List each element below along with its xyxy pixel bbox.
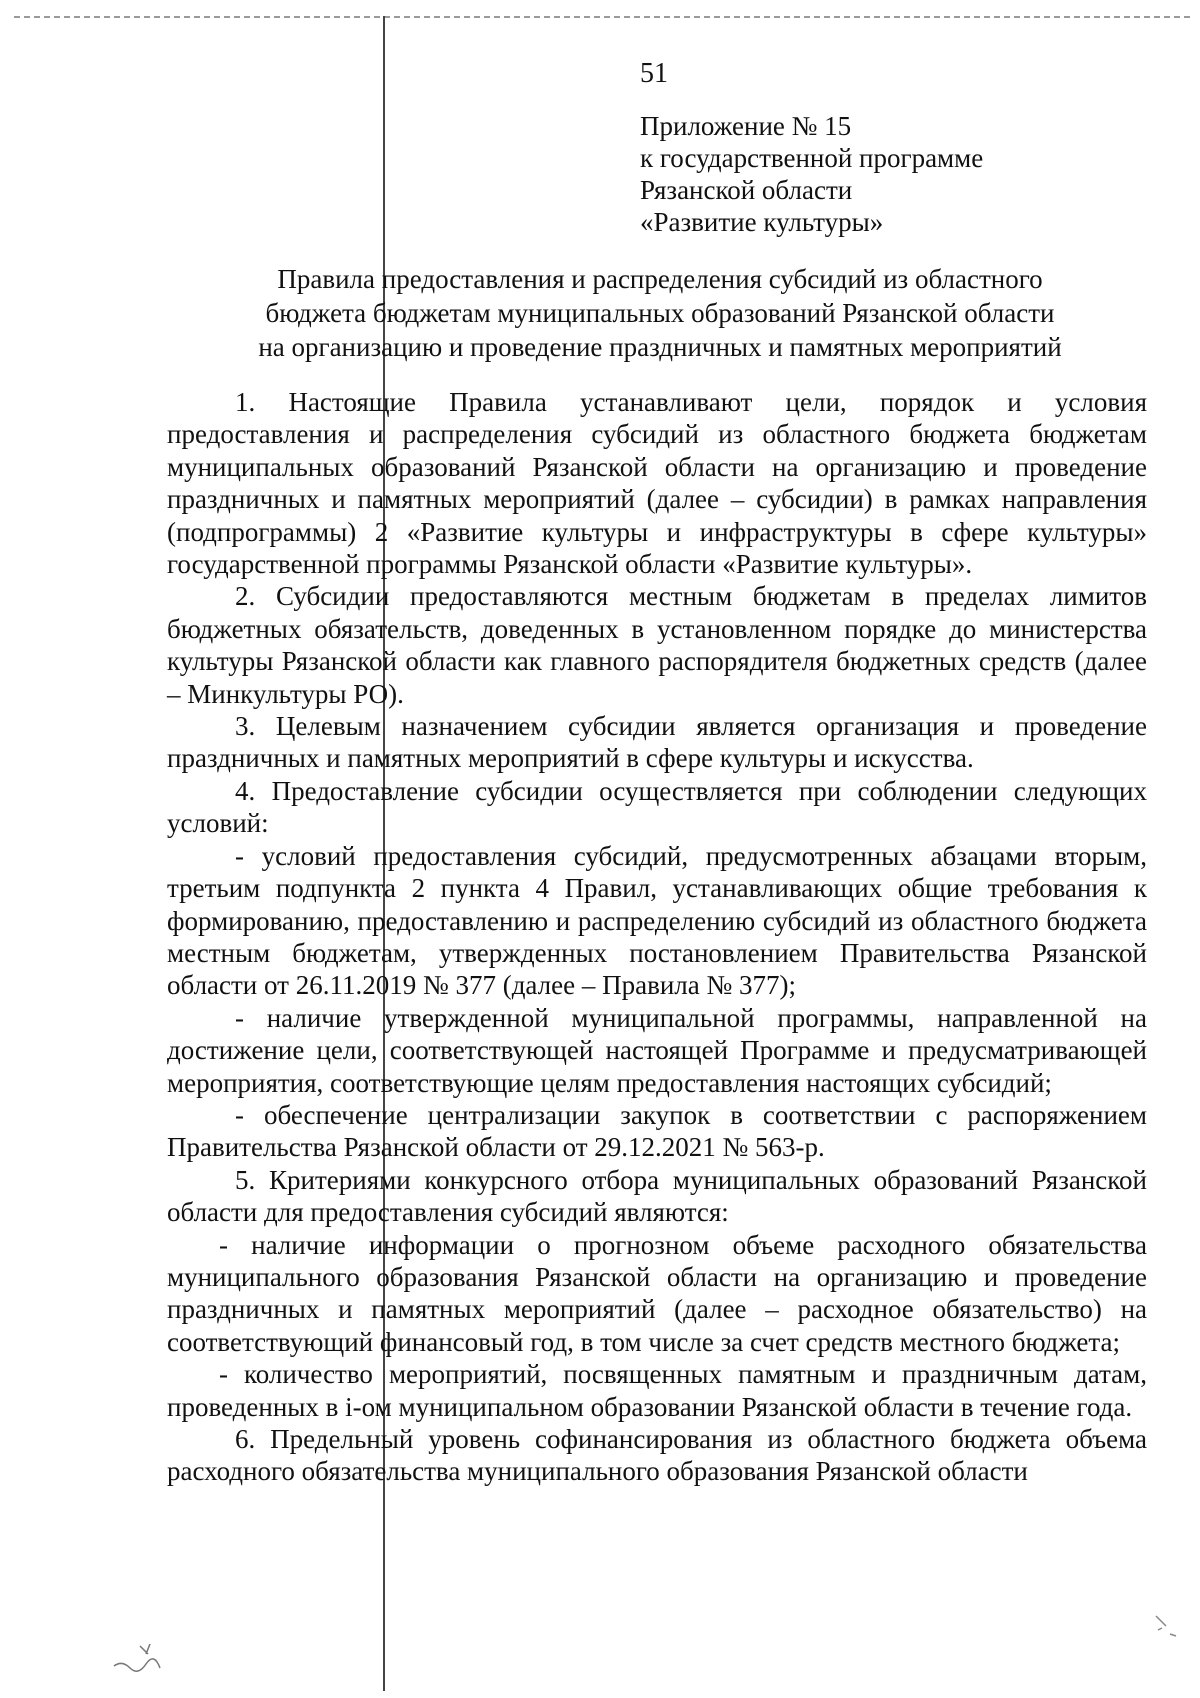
appendix-line: к государственной программе — [640, 143, 984, 173]
condition-item: - наличие утвержденной муниципальной программы, направленной на достижение цели, соответствующей настоящей Программе и предусматривающей мероприятия, соответствующие целям предоставления настоящих субсидий; — [167, 1002, 1147, 1098]
condition-item: - обеспечение централизации закупок в соответствии с распоряжением Правительства Рязанской области от 29.12.2021 № 563-р. — [167, 1099, 1147, 1163]
document-body — [167, 386, 1147, 1488]
appendix-line: Приложение № 15 — [640, 111, 852, 141]
page-number: 51 — [640, 58, 668, 89]
scan-top-edge — [14, 16, 1190, 18]
appendix-line: Рязанской области — [640, 175, 853, 205]
appendix-line: «Развитие культуры» — [640, 207, 884, 237]
scan-mark — [1152, 1610, 1182, 1645]
criterion-item: - количество мероприятий, посвященных памятным и праздничным датам, проведенных в i-ом муниципальном образовании Рязанской области в течение года. — [167, 1359, 1147, 1422]
appendix-header — [640, 110, 983, 238]
margin-scribble — [110, 1636, 180, 1681]
criterion-item: - наличие информации о прогнозном объеме расходного обязательства муниципального образования Рязанской области на организацию и проведение праздничных и памятных мероприятий (далее – расходное обязательство) на соответствующий финансовый год, в том числе за счет средств местного бюджета; — [167, 1229, 1147, 1357]
paragraph-3: 3. Целевым назначением субсидии является организация и проведение праздничных и памятных мероприятий в сфере культуры и искусства. — [167, 711, 1147, 774]
document-title — [160, 262, 1160, 364]
title-line: на организацию и проведение праздничных и памятных мероприятий — [258, 332, 1062, 362]
condition-item: - условий предоставления субсидий, предусмотренных абзацами вторым, третьим подпункта 2 пункта 4 Правил, устанавливающих общие требования к формированию, предоставлению и распределению субсидий из областного бюджета местным бюджетам, утвержденных постановлением Правительства Рязанской области от 26.11.2019 № 377 (далее – Правила № 377); — [167, 840, 1147, 1001]
paragraph-2: 2. Субсидии предоставляются местным бюджетам в пределах лимитов бюджетных обязательств, доведенных в установленном порядке до министерства культуры Рязанской области как главного распорядителя бюджетных средств (далее – Минкультуры РО). — [167, 581, 1147, 709]
paragraph-5: 5. Критериями конкурсного отбора муниципальных образований Рязанской области для предоставления субсидий являются: — [167, 1164, 1147, 1228]
title-line: бюджета бюджетам муниципальных образований Рязанской области — [265, 298, 1055, 328]
title-line: Правила предоставления и распределения субсидий из областного — [277, 264, 1043, 294]
paragraph-1: 1. Настоящие Правила устанавливают цели, порядок и условия предоставления и распределения субсидий из областного бюджета бюджетам муниципальных образований Рязанской области на организацию и проведение праздничных и памятных мероприятий (далее – субсидии) в рамках направления (подпрограммы) 2 «Развитие культуры и инфраструктуры в сфере культуры» государственной программы Рязанской области «Развитие культуры». — [167, 387, 1147, 580]
paragraph-6: 6. Предельный уровень софинансирования из областного бюджета объема расходного обязательства муниципального образования Рязанской области — [167, 1424, 1147, 1487]
paragraph-4: 4. Предоставление субсидии осуществляется при соблюдении следующих условий: — [167, 775, 1147, 839]
